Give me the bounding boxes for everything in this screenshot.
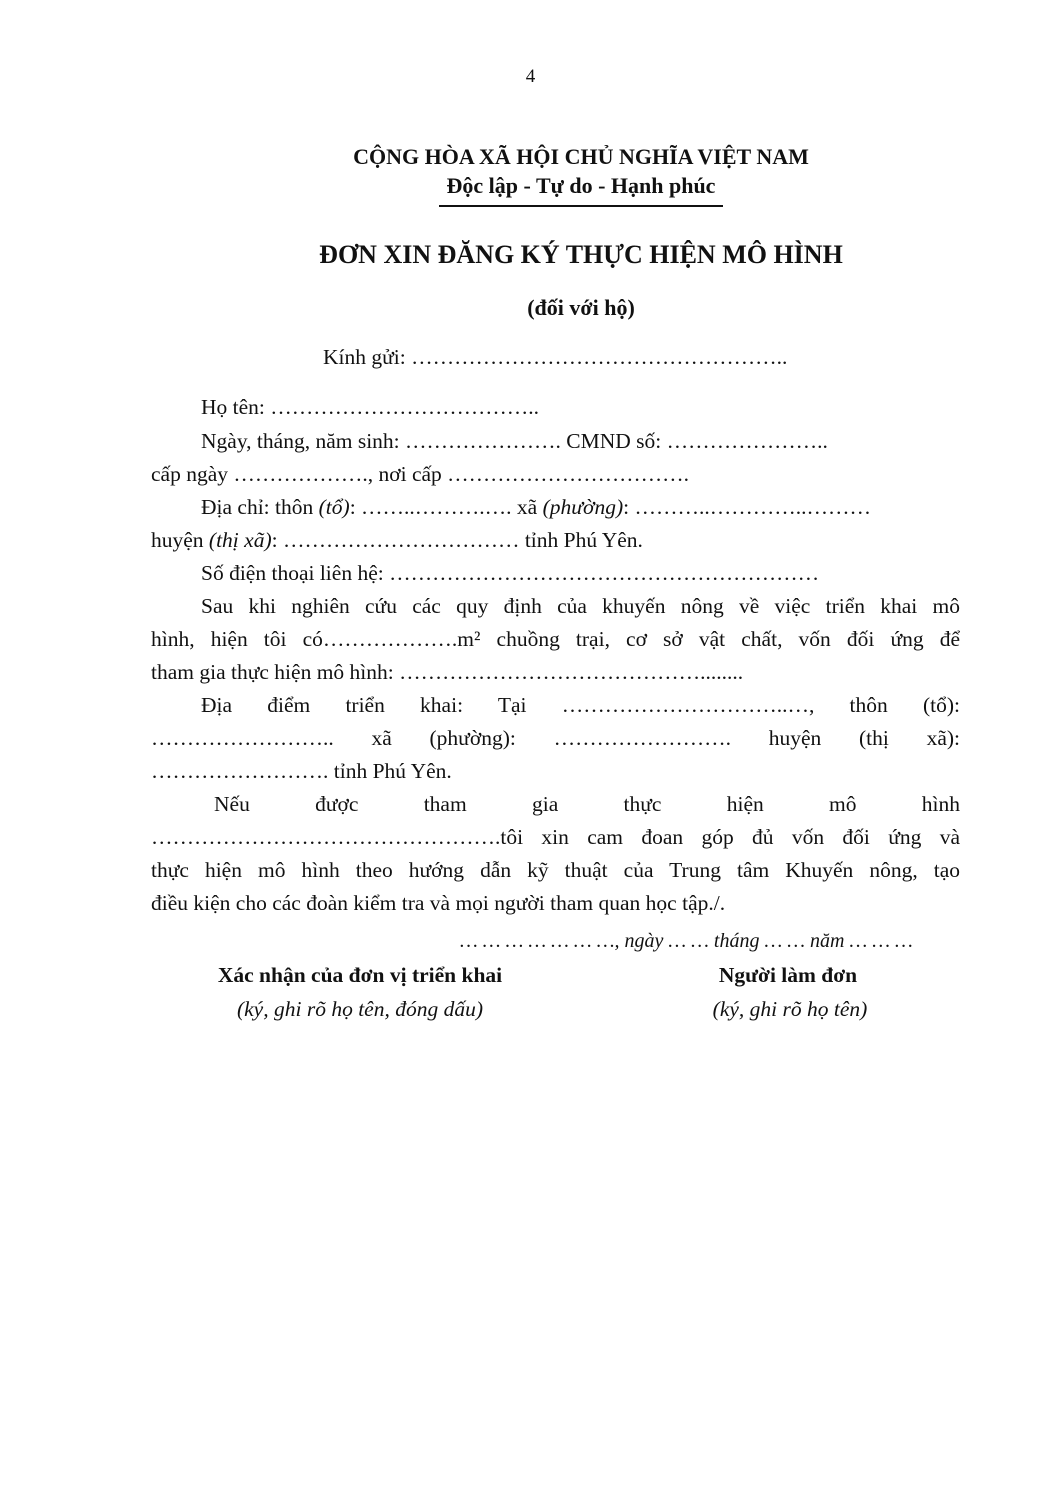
nation-heading: CỘNG HÒA XÃ HỘI CHỦ NGHĨA VIỆT NAM	[353, 144, 809, 169]
ngay-sinh-line: Ngày, tháng, năm sinh: …………………. CMND số: …………………..	[201, 429, 828, 453]
neu-line-1: Nếu được tham gia thực hiện mô hình	[214, 792, 960, 816]
neu-line-3: thực hiện mô hình theo hướng dẫn kỹ thuật của Trung tâm Khuyến nông, tạo	[151, 858, 960, 882]
dia-diem-line-2: …………………….. xã (phường): ……………………. huyện (thị xã):	[151, 726, 960, 750]
neu-line-4: điều kiện cho các đoàn kiểm tra và mọi người tham quan học tập./.	[151, 891, 726, 915]
right-signature-note: (ký, ghi rõ họ tên)	[712, 997, 868, 1021]
dia-chi-phuong: (phường)	[542, 495, 624, 519]
dia-diem-line-1: Địa điểm triển khai: Tại …………………………..…, thôn (tổ):	[201, 693, 960, 717]
form-title: ĐƠN XIN ĐĂNG KÝ THỰC HIỆN MÔ HÌNH	[319, 240, 843, 269]
huyen-line	[151, 527, 643, 553]
date-place-line: … … … … … … …, ngày … … tháng … … năm … … …	[460, 930, 913, 952]
huyen-label-a: huyện	[151, 528, 209, 552]
dia-chi-label-b: : ……..……….…. xã	[349, 495, 543, 519]
neu-line-2: ………………………………………….tôi xin cam đoan góp đủ vốn đối ứng và	[151, 825, 960, 849]
dia-diem-line-3: ……………………. tỉnh Phú Yên.	[151, 759, 452, 783]
sau-khi-line-3: tham gia thực hiện mô hình: ……………………………………........	[151, 660, 744, 684]
form-subtitle: (đối với hộ)	[527, 295, 635, 320]
kinh-gui-line: Kính gửi: ……………………………………………..	[323, 345, 788, 369]
dia-chi-label-c: : ………..…………..………	[623, 495, 871, 519]
ho-ten-line: Họ tên: ………………………………..	[201, 395, 540, 419]
page-number: 4	[525, 66, 536, 87]
dia-chi-line	[201, 494, 871, 520]
left-signature-title: Xác nhận của đơn vị triển khai	[217, 963, 503, 987]
motto: Độc lập - Tự do - Hạnh phúc	[439, 173, 724, 207]
dia-chi-to: (tổ)	[318, 495, 350, 519]
left-signature-note: (ký, ghi rõ họ tên, đóng dấu)	[236, 997, 483, 1021]
huyen-label-b: : …………………………… tỉnh Phú Yên.	[271, 528, 643, 552]
so-dien-thoai-line: Số điện thoại liên hệ: ……………………………………………………	[201, 561, 820, 585]
huyen-thixa: (thị xã)	[208, 528, 272, 552]
sau-khi-line-1: Sau khi nghiên cứu các quy định của khuyến nông về việc triển khai mô	[201, 594, 960, 618]
motto-wrap	[160, 173, 1002, 207]
right-signature-title: Người làm đơn	[718, 963, 858, 987]
sau-khi-line-2: hình, hiện tôi có……………….m² chuồng trại, cơ sở vật chất, vốn đối ứng để	[151, 627, 960, 651]
cap-ngay-line: cấp ngày ………………., nơi cấp …………………………….	[151, 462, 690, 486]
dia-chi-label-a: Địa chỉ: thôn	[201, 495, 319, 519]
